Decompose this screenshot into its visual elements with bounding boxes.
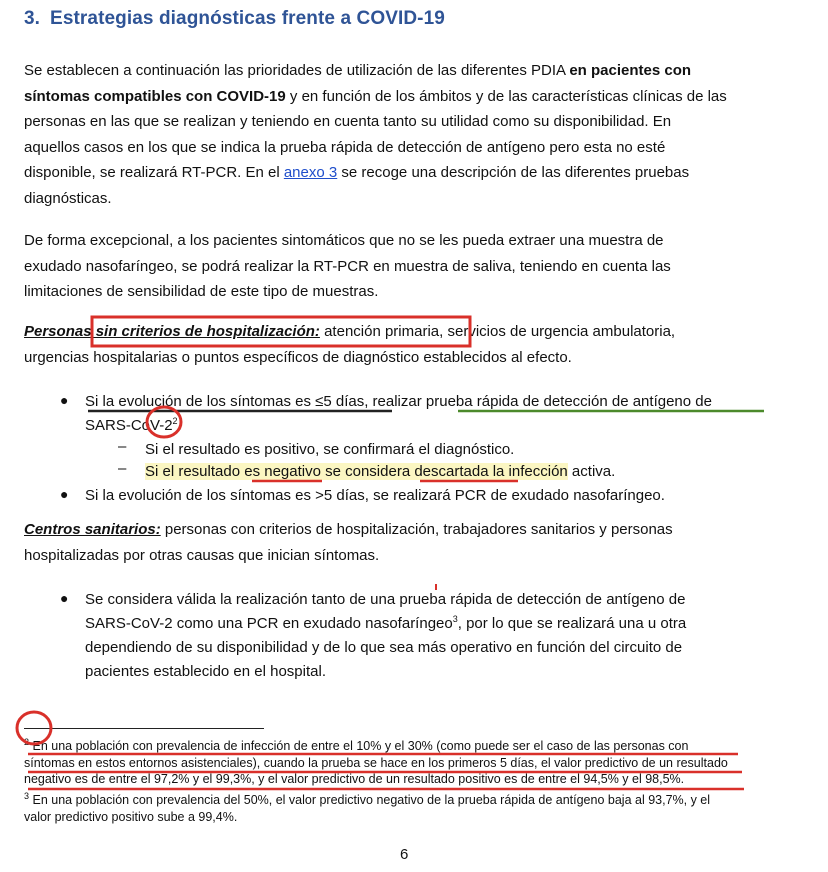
s1-line1: Personas sin criterios de hospitalización: atención primaria, servicios de urgencia ambulatoria, — [24, 323, 676, 340]
p2-line3: limitaciones de sensibilidad de este tipo de muestras. — [24, 283, 379, 300]
p1-line6: diagnósticas. — [24, 189, 112, 207]
bullet-dot: ● — [60, 392, 69, 408]
section-heading — [24, 8, 445, 30]
s2-bullet-line2: SARS-CoV-2 como una PCR en exudado nasofaríngeo$^3$, por lo que se realizará una u otra — [85, 614, 687, 632]
bullet-dot: ● — [60, 590, 69, 606]
footnote-rule — [24, 728, 264, 729]
paragraph-1 — [24, 58, 786, 211]
fn2-line1: $^2$ En una población con prevalencia de infección de entre el 10% y el 30% (como puede ser el caso de las personas con — [24, 736, 689, 753]
dash-mark: – — [118, 438, 127, 455]
fn3-line2: valor predictivo positivo sube a 99,4%. — [24, 809, 238, 824]
s1-bullet2: Si la evolución de los síntomas es >5 días, se realizará PCR de exudado nasofaríngeo. — [85, 487, 665, 504]
s2-line1: Centros sanitarios: personas con criterios de hospitalización, trabajadores sanitarios y personas — [24, 521, 673, 538]
s2-bullet-line4: pacientes establecido en el hospital. — [85, 663, 326, 680]
footnote-2 — [24, 738, 804, 788]
dash-mark: – — [118, 460, 127, 477]
s2-bullet-line3: dependiendo de su disponibilidad y de lo que sea más operativo en función del circuito de — [85, 639, 683, 656]
s2-bullet-line1: Se considera válida la realización tanto de una prueba rápida de detección de antígeno de — [85, 591, 686, 608]
p1-line2: síntomas compatibles con COVID-19 y en función de los ámbitos y de las características clínicas de las — [24, 87, 727, 105]
footnote-3 — [24, 792, 804, 825]
s1-bullet1-line1: Si la evolución de los síntomas es ≤5 días, realizar prueba rápida de detección de antígeno de — [85, 393, 712, 410]
section-number: 3. — [24, 8, 41, 29]
fn2-line2: síntomas en estos entornos asistenciales), cuando la prueba se hace en los primeros 5 días, el valor predictivo de un resultado — [24, 755, 728, 770]
s1-sub1: Si el resultado es positivo, se confirmará el diagnóstico. — [145, 441, 515, 458]
anexo-3-link[interactable]: anexo 3 — [283, 164, 338, 181]
fn2-line3: negativo es de entre el 97,2% y el 99,3%, y el valor predictivo de un resultado positivo es de entre el 94,5% y el 98,5%. — [24, 772, 685, 786]
p2-line1: De forma excepcional, a los pacientes sintomáticos que no se les pueda extraer una muestra de — [24, 232, 664, 249]
p2-line2: exudado nasofaríngeo, se podrá realizar la RT-PCR en muestra de saliva, teniendo en cuenta las — [24, 257, 671, 275]
p1-line3: personas en las que se realizan y teniendo en cuenta tanto su utilidad como su disponibilidad. En — [24, 113, 672, 130]
s1-line2: urgencias hospitalarias o puntos específicos de diagnóstico establecidos al efecto. — [24, 349, 572, 366]
s1-label: Personas sin criterios de hospitalización: — [24, 323, 320, 340]
p1-line1: Se establecen a continuación las prioridades de utilización de las diferentes PDIA en pacientes con — [24, 62, 692, 79]
bullet-dot: ● — [60, 486, 69, 502]
p1-line5: disponible, se realizará RT-PCR. En el anexo 3 se recoge una descripción de las diferentes pruebas — [24, 164, 690, 181]
p1-line4: aquellos casos en los que se indica la prueba rápida de detección de antígeno pero esta no esté — [24, 138, 666, 156]
paragraph-2 — [24, 228, 786, 305]
s1-sub2: Si el resultado es negativo se considera descartada la infección activa. — [145, 463, 616, 480]
s2-line2: hospitalizadas por otras causas que inician síntomas. — [24, 547, 380, 564]
s2-label: Centros sanitarios: — [24, 521, 161, 538]
page-number: 6 — [400, 846, 409, 863]
s1-bullet1-line2: SARS-$CoV-2^2$. — [85, 416, 182, 434]
yellow-highlight: Si el resultado es negativo se considera descartada la infección — [145, 463, 568, 480]
section-title: Estrategias diagnósticas frente a COVID-19 — [50, 8, 445, 29]
fn3-line1: $^3$ En una población con prevalencia del 50%, el valor predictivo negativo de la prueba rápida de antígeno baja al 93,7%, y el — [24, 790, 711, 807]
